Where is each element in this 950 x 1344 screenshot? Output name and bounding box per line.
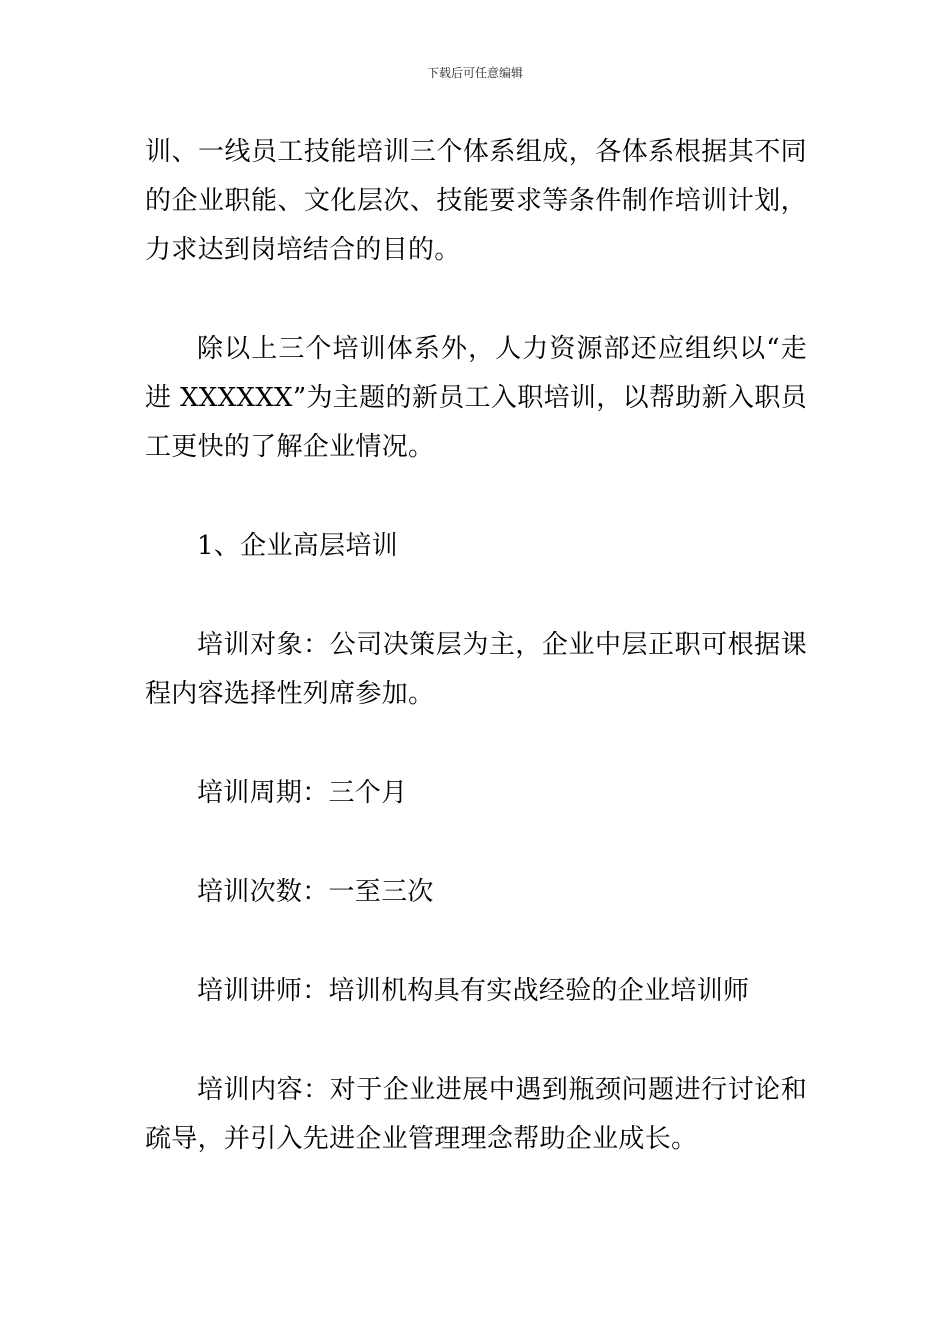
document-body [145,128,807,1214]
paragraph-training-content: 培训内容：对于企业进展中遇到瓶颈问题进行讨论和疏导，并引入先进企业管理理念帮助企业成长。 [145,1075,807,1154]
section-heading-senior-training: 1、企业高层培训 [197,531,398,561]
paragraph-training-count: 培训次数：一至三次 [197,877,434,907]
paragraph-new-employee-training: 除以上三个培训体系外，人力资源部还应组织以“走进 XXXXXX”为主题的新员工入职培训，以帮助新入职员工更快的了解企业情况。 [145,334,807,462]
paragraph-training-lecturer: 培训讲师：培训机构具有实战经验的企业培训师 [197,976,750,1006]
paragraph-training-target: 培训对象：公司决策层为主，企业中层正职可根据课程内容选择性列席参加。 [145,630,807,709]
page-header: 下载后可任意编辑 [426,66,523,80]
paragraph-continuation: 训、一线员工技能培训三个体系组成，各体系根据其不同的企业职能、文化层次、技能要求等条件制作培训计划，力求达到岗培结合的目的。 [145,137,807,265]
paragraph-training-period: 培训周期：三个月 [197,778,408,808]
